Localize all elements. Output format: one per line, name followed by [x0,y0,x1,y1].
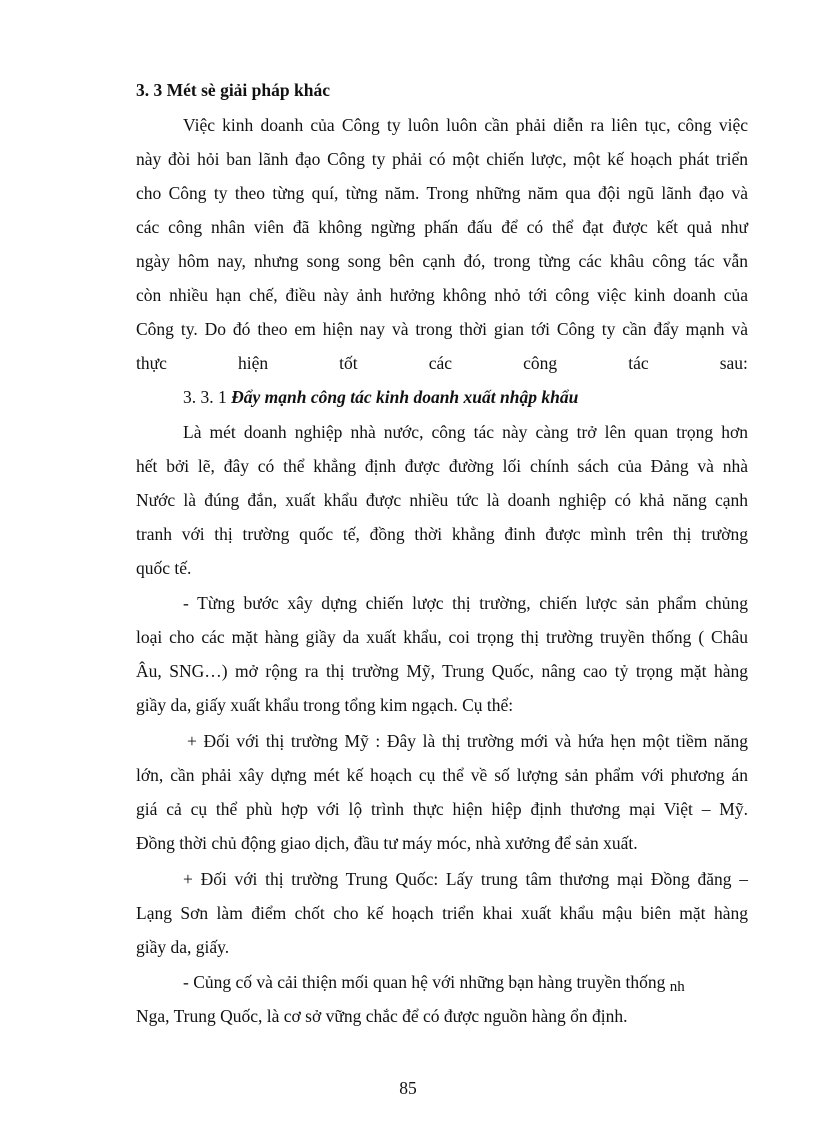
paragraph-line: quốc tế. [136,558,192,578]
word: tốt [339,353,358,373]
bullet-line: Âu, SNG…) mở rộng ra thị trường Mỹ, Trung Quốc, nâng cao tỷ trọng mặt hàng [136,661,748,681]
paragraph-line: Việc kinh doanh của Công ty luôn luôn cần phải diễn ra liên tục, công việc [183,115,748,135]
paragraph-line: cho Công ty theo từng quí, từng năm. Trong những năm qua đội ngũ lãnh đạo và [136,183,748,203]
sub-bullet-line: + Đối với thị trường Mỹ : Đây là thị trường mới và hứa hẹn một tiềm năng [187,731,748,751]
word: tác [628,353,649,373]
paragraph-line: các công nhân viên đã không ngừng phấn đấu để có thể đạt được kết quả như [136,217,748,237]
word: thực [136,353,167,373]
sub-bullet-line: + Đối với thị trường Trung Quốc: Lấy trung tâm thương mại Đồng đăng – [183,869,748,889]
bullet-line: giầy da, giấy xuất khẩu trong tổng kim ngạch. Cụ thể: [136,695,514,715]
paragraph-line: còn nhiều hạn chế, điều này ảnh hưởng không nhỏ tới công việc kinh doanh của [136,285,748,305]
paragraph-line: hết bởi lẽ, đây có thể khẳng định được đường lối chính sách của Đảng và nhà [136,456,748,476]
spread-words [136,352,748,374]
sub-bullet-line: Đồng thời chủ động giao dịch, đầu tư máy móc, nhà xưởng để sản xuất. [136,833,638,853]
bullet-line: loại cho các mặt hàng giầy da xuất khẩu, coi trọng thị trường truyền thống ( Châu [136,627,748,647]
paragraph-line: Công ty. Do đó theo em hiện nay và trong thời gian tới Công ty cần đẩy mạnh và [136,319,748,339]
subsection-number: 3. 3. 1 [183,387,227,407]
sub-bullet-line: Lạng Sơn làm điểm chốt cho kế hoạch triển khai xuất khẩu mậu biên mặt hàng [136,903,748,923]
sub-bullet-line: giầy da, giấy. [136,937,230,957]
bullet-tail-text: nh [669,979,685,995]
bullet-line: Nga, Trung Quốc, là cơ sở vững chắc để có được nguồn hàng ổn định. [136,1006,628,1026]
subsection-heading [183,386,748,408]
paragraph-line: tranh với thị trường quốc tế, đồng thời khẳng đinh được mình trên thị trường [136,524,748,544]
bullet-text: - Củng cố và cải thiện mối quan hệ với những bạn hàng truyền thống [183,972,666,992]
word: các [428,353,453,373]
bullet-line: - Từng bước xây dựng chiến lược thị trường, chiến lược sản phẩm chủng [183,593,748,613]
paragraph-line: này đòi hỏi ban lãnh đạo Công ty phải có một chiến lược, một kế hoạch phát triển [136,149,748,169]
word: công [523,353,558,373]
section-heading: 3. 3 Mét sè giải pháp khác [136,80,330,100]
word: hiện [237,353,269,373]
paragraph-line: ngày hôm nay, nhưng song song bên cạnh đó, trong từng các khâu công tác vẫn [136,251,748,271]
paragraph-line: Là mét doanh nghiệp nhà nước, công tác này càng trở lên quan trọng hơn [183,422,748,442]
sub-bullet-line: giá cả cụ thể phù hợp với lộ trình thực hiện hiệp định thương mại Việt – Mỹ. [136,799,748,819]
paragraph-line-spread [136,352,748,374]
paragraph-line: Nước là đúng đắn, xuất khẩu được nhiều tức là doanh nghiệp có khả năng cạnh [136,490,748,510]
sub-bullet-line: lớn, cần phải xây dựng mét kế hoạch cụ thể về số lượng sản phẩm với phương án [136,765,748,785]
subsection-title: Đẩy mạnh công tác kinh doanh xuất nhập khẩu [231,387,579,407]
bullet-line [183,971,748,993]
word: sau: [719,353,748,373]
page-number: 85 [399,1078,417,1098]
